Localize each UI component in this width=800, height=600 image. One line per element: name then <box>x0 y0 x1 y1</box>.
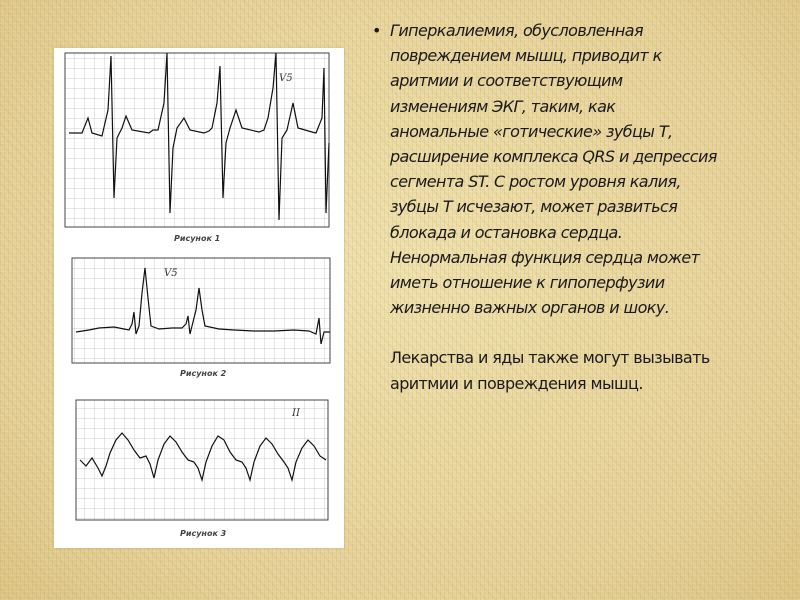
bullet-dot-icon: • <box>372 21 382 40</box>
figure-3-caption: Рисунок 3 <box>180 529 227 538</box>
ecg-strip-1 <box>65 53 329 227</box>
bullet-item <box>372 18 777 320</box>
ecg-figures-panel <box>54 48 344 548</box>
ecg-strip-3 <box>76 400 328 520</box>
strip-3-lead-marker: II <box>292 408 300 419</box>
ecg-strip-2 <box>72 258 330 363</box>
bullet-text: Гиперкалиемия, обусловленная повреждением мышц, приводит к аритмии и соответствующим изменениям ЭКГ, таким, как аномальные «готические» зубцы Т, расширение комплекса QRS и депрессия сегмента ST. С ростом уровня калия, зубцы Т исчезают, может развиться блокада и остановка сердца. Ненормальная функция сердца может иметь отношение к гипоперфузии жизненно важных органов и шоку. <box>390 21 717 318</box>
drugs-paragraph: Лекарства и яды также могут вызывать аритмии и повреждения мышц. <box>390 348 710 393</box>
ecg-figures-svg <box>54 48 344 548</box>
strip-1-lead-marker: V5 <box>279 73 293 84</box>
figure-2-caption: Рисунок 2 <box>180 369 227 378</box>
figure-1-caption: Рисунок 1 <box>174 234 221 243</box>
strip-2-lead-marker: V5 <box>164 268 178 279</box>
slide-text-block <box>372 18 777 396</box>
